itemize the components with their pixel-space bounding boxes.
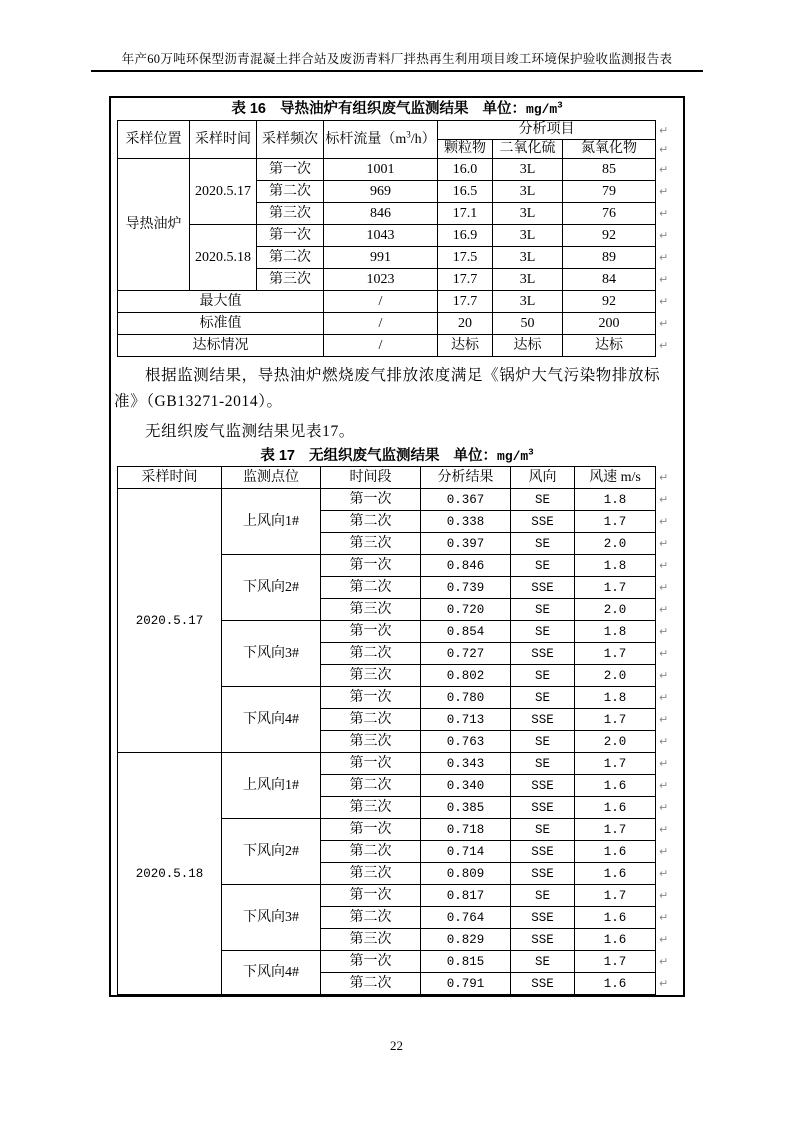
cell-analysis-result: 0.846 xyxy=(421,555,511,577)
cell-wind-speed: 2.0 xyxy=(575,731,656,753)
cell-sampling-frequency: 第三次 xyxy=(257,203,324,225)
cell-wind-speed: 1.8 xyxy=(575,621,656,643)
cell-nox: 92 xyxy=(563,291,656,313)
table16-unit: 单位：$mg/m^3$ xyxy=(482,100,563,117)
cell-wind-direction: SSE xyxy=(511,841,575,863)
col-header-sampling-time: 采样时间 xyxy=(190,121,257,159)
cell-wind-speed: 1.8 xyxy=(575,489,656,511)
table-row xyxy=(118,313,656,335)
end-of-row-mark: ↵ xyxy=(659,889,669,902)
content-border-box xyxy=(109,96,685,997)
cell-wind-speed: 2.0 xyxy=(575,599,656,621)
cell-period: 第三次 xyxy=(321,929,421,951)
cell-wind-direction: SSE xyxy=(511,929,575,951)
end-of-row-mark: ↵ xyxy=(659,955,669,968)
cell-wind-direction: SSE xyxy=(511,863,575,885)
end-of-row-mark: ↵ xyxy=(659,123,669,137)
col-header-particulate: 颗粒物 xyxy=(438,140,493,159)
cell-particulate: 16.5 xyxy=(438,181,493,203)
cell-flow-rate: 1001 xyxy=(324,159,438,181)
cell-wind-direction: SE xyxy=(511,731,575,753)
end-of-row-mark: ↵ xyxy=(659,317,669,330)
cell-particulate: 17.7 xyxy=(438,291,493,313)
page-number: 22 xyxy=(390,1038,403,1053)
cell-monitoring-point: 下风向4# xyxy=(222,687,321,753)
end-of-row-mark: ↵ xyxy=(659,339,669,352)
cell-particulate: 16.9 xyxy=(438,225,493,247)
cell-flow-rate: / xyxy=(324,291,438,313)
cell-so2: 达标 xyxy=(493,335,563,357)
cell-flow-rate: / xyxy=(324,335,438,357)
cell-sampling-date: 2020.5.18 xyxy=(190,225,257,291)
cell-analysis-result: 0.385 xyxy=(421,797,511,819)
end-of-row-mark: ↵ xyxy=(659,823,669,836)
end-of-row-mark: ↵ xyxy=(659,185,669,198)
cell-analysis-result: 0.739 xyxy=(421,577,511,599)
table16-title xyxy=(111,100,683,119)
cell-period: 第一次 xyxy=(321,555,421,577)
cell-wind-speed: 1.7 xyxy=(575,511,656,533)
cell-particulate: 达标 xyxy=(438,335,493,357)
cell-sampling-frequency: 第一次 xyxy=(257,225,324,247)
col-header-wind-speed: 风速 m/s xyxy=(575,467,656,489)
cell-wind-speed: 2.0 xyxy=(575,533,656,555)
cell-wind-direction: SSE xyxy=(511,643,575,665)
cell-analysis-result: 0.727 xyxy=(421,643,511,665)
cell-analysis-result: 0.854 xyxy=(421,621,511,643)
end-of-row-mark: ↵ xyxy=(659,933,669,946)
cell-period: 第一次 xyxy=(321,753,421,775)
cell-nox: 200 xyxy=(563,313,656,335)
cell-analysis-result: 0.791 xyxy=(421,973,511,995)
cell-sampling-frequency: 第三次 xyxy=(257,269,324,291)
cell-monitoring-point: 上风向1# xyxy=(222,753,321,819)
table17-header-row xyxy=(118,467,656,489)
cell-wind-direction: SE xyxy=(511,533,575,555)
col-header-analysis-items: 分析项目 xyxy=(438,121,656,140)
cell-sampling-date: 2020.5.18 xyxy=(118,753,222,995)
cell-wind-speed: 2.0 xyxy=(575,665,656,687)
end-of-row-mark: ↵ xyxy=(659,735,669,748)
end-of-row-mark: ↵ xyxy=(659,801,669,814)
cell-period: 第三次 xyxy=(321,665,421,687)
end-of-row-mark: ↵ xyxy=(659,295,669,308)
cell-wind-direction: SE xyxy=(511,665,575,687)
cell-monitoring-point: 下风向3# xyxy=(222,621,321,687)
cell-wind-direction: SSE xyxy=(511,797,575,819)
end-of-row-mark: ↵ xyxy=(659,581,669,594)
cell-nox: 85 xyxy=(563,159,656,181)
cell-nox: 89 xyxy=(563,247,656,269)
cell-nox: 92 xyxy=(563,225,656,247)
cell-period: 第三次 xyxy=(321,797,421,819)
cell-analysis-result: 0.809 xyxy=(421,863,511,885)
cell-flow-rate: 1043 xyxy=(324,225,438,247)
cell-summary-label: 最大值 xyxy=(118,291,324,313)
end-of-row-mark: ↵ xyxy=(659,757,669,770)
cell-particulate: 20 xyxy=(438,313,493,335)
cell-period: 第二次 xyxy=(321,907,421,929)
cell-so2: 3L xyxy=(493,291,563,313)
cell-wind-direction: SE xyxy=(511,621,575,643)
cell-analysis-result: 0.343 xyxy=(421,753,511,775)
table-row xyxy=(118,489,656,511)
table17-title-text: 无组织废气监测结果 xyxy=(309,448,440,464)
cell-wind-direction: SE xyxy=(511,555,575,577)
table-row xyxy=(118,159,656,181)
end-of-row-mark: ↵ xyxy=(659,163,669,176)
cell-period: 第一次 xyxy=(321,951,421,973)
cell-flow-rate: 846 xyxy=(324,203,438,225)
cell-period: 第一次 xyxy=(321,621,421,643)
cell-summary-label: 达标情况 xyxy=(118,335,324,357)
cell-analysis-result: 0.397 xyxy=(421,533,511,555)
cell-flow-rate: 991 xyxy=(324,247,438,269)
cell-analysis-result: 0.367 xyxy=(421,489,511,511)
end-of-row-mark: ↵ xyxy=(659,911,669,924)
cell-analysis-result: 0.815 xyxy=(421,951,511,973)
col-header-nox: 氮氧化物 xyxy=(563,140,656,159)
cell-wind-speed: 1.7 xyxy=(575,643,656,665)
table-row xyxy=(118,291,656,313)
cell-sampling-frequency: 第二次 xyxy=(257,181,324,203)
cell-wind-speed: 1.7 xyxy=(575,951,656,973)
table16-organized-emission-results xyxy=(117,120,656,357)
cell-flow-rate: / xyxy=(324,313,438,335)
cell-analysis-result: 0.338 xyxy=(421,511,511,533)
cell-period: 第二次 xyxy=(321,775,421,797)
cell-analysis-result: 0.763 xyxy=(421,731,511,753)
table17-title xyxy=(111,447,683,466)
cell-particulate: 17.7 xyxy=(438,269,493,291)
cell-wind-speed: 1.8 xyxy=(575,555,656,577)
cell-wind-direction: SSE xyxy=(511,775,575,797)
cell-wind-speed: 1.7 xyxy=(575,885,656,907)
cell-summary-label: 标准值 xyxy=(118,313,324,335)
cell-flow-rate: 1023 xyxy=(324,269,438,291)
end-of-row-mark: ↵ xyxy=(659,669,669,682)
cell-wind-speed: 1.7 xyxy=(575,577,656,599)
cell-analysis-result: 0.764 xyxy=(421,907,511,929)
cell-period: 第三次 xyxy=(321,533,421,555)
table16-header-row-1 xyxy=(118,121,656,140)
col-header-sampling-frequency: 采样频次 xyxy=(257,121,324,159)
col-header-sampling-location: 采样位置 xyxy=(118,121,190,159)
cell-nox: 84 xyxy=(563,269,656,291)
cell-sampling-location: 导热油炉 xyxy=(118,159,190,291)
end-of-row-mark: ↵ xyxy=(659,537,669,550)
table17-unit: 单位：$mg/m^3$ xyxy=(453,447,534,464)
col-header-sampling-time: 采样时间 xyxy=(118,467,222,489)
end-of-row-mark: ↵ xyxy=(659,647,669,660)
cell-period: 第三次 xyxy=(321,731,421,753)
cell-period: 第二次 xyxy=(321,973,421,995)
cell-wind-speed: 1.6 xyxy=(575,973,656,995)
cell-sampling-date: 2020.5.17 xyxy=(190,159,257,225)
cell-period: 第二次 xyxy=(321,577,421,599)
cell-wind-direction: SE xyxy=(511,489,575,511)
cell-analysis-result: 0.718 xyxy=(421,819,511,841)
cell-so2: 3L xyxy=(493,203,563,225)
cell-wind-direction: SE xyxy=(511,687,575,709)
end-of-row-mark: ↵ xyxy=(659,845,669,858)
end-of-row-mark: ↵ xyxy=(659,471,669,484)
cell-analysis-result: 0.714 xyxy=(421,841,511,863)
cell-nox: 达标 xyxy=(563,335,656,357)
cell-period: 第一次 xyxy=(321,885,421,907)
table17-fugitive-emission-results xyxy=(117,466,656,995)
cell-wind-direction: SE xyxy=(511,819,575,841)
end-of-row-mark: ↵ xyxy=(659,867,669,880)
cell-wind-direction: SSE xyxy=(511,973,575,995)
table17-number: 表 17 xyxy=(260,448,296,464)
cell-wind-direction: SSE xyxy=(511,511,575,533)
body-paragraphs xyxy=(111,357,683,445)
col-header-analysis-result: 分析结果 xyxy=(421,467,511,489)
cell-monitoring-point: 下风向2# xyxy=(222,555,321,621)
cell-analysis-result: 0.340 xyxy=(421,775,511,797)
cell-wind-speed: 1.6 xyxy=(575,797,656,819)
cell-wind-direction: SE xyxy=(511,753,575,775)
cell-period: 第二次 xyxy=(321,841,421,863)
end-of-row-mark: ↵ xyxy=(659,779,669,792)
cell-wind-direction: SSE xyxy=(511,709,575,731)
paragraph-conclusion: 根据监测结果，导热油炉燃烧废气排放浓度满足《锅炉大气污染物排放标准》（GB13271-2014）。 xyxy=(114,367,661,410)
table-row xyxy=(118,225,656,247)
cell-wind-direction: SE xyxy=(511,885,575,907)
page-header-title: 年产60万吨环保型沥青混凝土拌合站及废沥青料厂拌热再生利用项目竣工环境保护验收监测报告表 xyxy=(91,49,703,72)
cell-wind-direction: SSE xyxy=(511,577,575,599)
cell-wind-speed: 1.7 xyxy=(575,819,656,841)
cell-flow-rate: 969 xyxy=(324,181,438,203)
cell-so2: 3L xyxy=(493,159,563,181)
cell-wind-direction: SE xyxy=(511,951,575,973)
end-of-row-mark: ↵ xyxy=(659,559,669,572)
cell-monitoring-point: 下风向3# xyxy=(222,885,321,951)
cell-analysis-result: 0.829 xyxy=(421,929,511,951)
cell-period: 第一次 xyxy=(321,687,421,709)
cell-nox: 76 xyxy=(563,203,656,225)
end-of-row-mark: ↵ xyxy=(659,977,669,990)
cell-analysis-result: 0.713 xyxy=(421,709,511,731)
cell-wind-direction: SSE xyxy=(511,907,575,929)
table-row xyxy=(118,335,656,357)
cell-period: 第一次 xyxy=(321,489,421,511)
cell-wind-speed: 1.8 xyxy=(575,687,656,709)
cell-particulate: 17.1 xyxy=(438,203,493,225)
end-of-row-mark: ↵ xyxy=(659,273,669,286)
cell-wind-speed: 1.6 xyxy=(575,841,656,863)
cell-so2: 3L xyxy=(493,247,563,269)
cell-analysis-result: 0.780 xyxy=(421,687,511,709)
end-of-row-mark: ↵ xyxy=(659,207,669,220)
col-header-so2: 二氧化硫 xyxy=(493,140,563,159)
col-header-period: 时间段 xyxy=(321,467,421,489)
cell-nox: 79 xyxy=(563,181,656,203)
end-of-row-mark: ↵ xyxy=(659,713,669,726)
col-header-wind-direction: 风向 xyxy=(511,467,575,489)
cell-wind-speed: 1.7 xyxy=(575,709,656,731)
cell-particulate: 17.5 xyxy=(438,247,493,269)
cell-wind-speed: 1.6 xyxy=(575,775,656,797)
end-of-row-mark: ↵ xyxy=(659,515,669,528)
cell-wind-speed: 1.6 xyxy=(575,929,656,951)
end-of-row-mark: ↵ xyxy=(659,142,669,156)
cell-wind-speed: 1.6 xyxy=(575,907,656,929)
cell-analysis-result: 0.802 xyxy=(421,665,511,687)
end-of-row-mark: ↵ xyxy=(659,229,669,242)
end-of-row-mark: ↵ xyxy=(659,691,669,704)
cell-period: 第二次 xyxy=(321,643,421,665)
cell-monitoring-point: 上风向1# xyxy=(222,489,321,555)
cell-monitoring-point: 下风向4# xyxy=(222,951,321,995)
cell-period: 第二次 xyxy=(321,709,421,731)
cell-so2: 3L xyxy=(493,269,563,291)
cell-so2: 3L xyxy=(493,225,563,247)
col-header-flow-rate: 标杆流量$(m^3/h)$ xyxy=(324,121,438,159)
cell-period: 第三次 xyxy=(321,599,421,621)
cell-sampling-frequency: 第二次 xyxy=(257,247,324,269)
cell-particulate: 16.0 xyxy=(438,159,493,181)
end-of-row-mark: ↵ xyxy=(659,251,669,264)
cell-analysis-result: 0.720 xyxy=(421,599,511,621)
paragraph-see-table17: 无组织废气监测结果见表17。 xyxy=(145,423,355,440)
end-of-row-mark: ↵ xyxy=(659,493,669,506)
cell-so2: 50 xyxy=(493,313,563,335)
cell-monitoring-point: 下风向2# xyxy=(222,819,321,885)
cell-period: 第三次 xyxy=(321,863,421,885)
cell-analysis-result: 0.817 xyxy=(421,885,511,907)
end-of-row-mark: ↵ xyxy=(659,603,669,616)
cell-wind-speed: 1.6 xyxy=(575,863,656,885)
table16-title-text: 导热油炉有组织废气监测结果 xyxy=(280,101,469,117)
table-row xyxy=(118,753,656,775)
cell-so2: 3L xyxy=(493,181,563,203)
table16-number: 表 16 xyxy=(231,101,267,117)
cell-wind-speed: 1.7 xyxy=(575,753,656,775)
cell-period: 第一次 xyxy=(321,819,421,841)
end-of-row-mark: ↵ xyxy=(659,625,669,638)
col-header-monitoring-point: 监测点位 xyxy=(222,467,321,489)
cell-sampling-frequency: 第一次 xyxy=(257,159,324,181)
cell-sampling-date: 2020.5.17 xyxy=(118,489,222,753)
cell-period: 第二次 xyxy=(321,511,421,533)
cell-wind-direction: SE xyxy=(511,599,575,621)
